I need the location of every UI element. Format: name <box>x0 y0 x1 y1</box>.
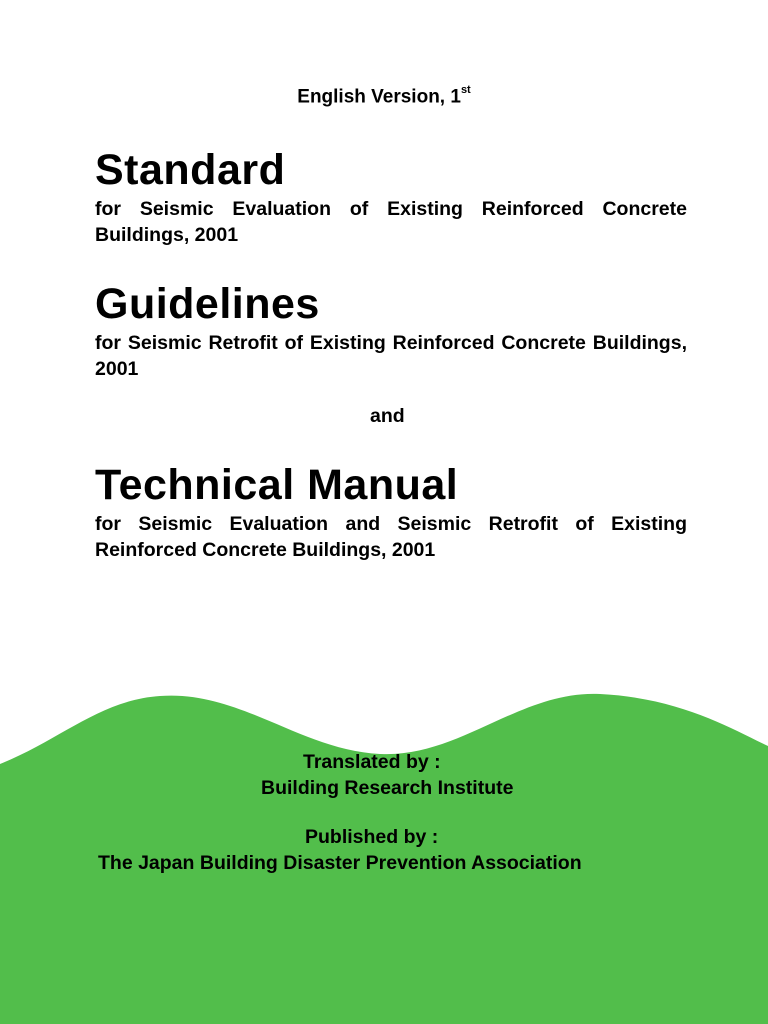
translator-name: Building Research Institute <box>261 777 514 799</box>
conjunction-text: and <box>370 405 405 427</box>
edition-text: English Version, 1 <box>297 86 461 108</box>
standard-section <box>95 146 687 248</box>
edition-line <box>0 86 768 108</box>
guidelines-section <box>95 280 687 382</box>
manual-subtitle: for Seismic Evaluation and Seismic Retrofit of Existing Reinforced Concrete Buildings, 2001 <box>95 513 687 561</box>
manual-section <box>95 461 687 563</box>
published-by-label: Published by : <box>305 826 439 848</box>
translated-by-label: Translated by : <box>303 751 441 773</box>
standard-subtitle: for Seismic Evaluation of Existing Reinforced Concrete Buildings, 2001 <box>95 198 687 246</box>
standard-heading: Standard <box>95 146 286 194</box>
edition-superscript: st <box>460 84 471 96</box>
manual-heading: Technical Manual <box>95 461 459 509</box>
guidelines-heading: Guidelines <box>95 280 320 328</box>
guidelines-subtitle: for Seismic Retrofit of Existing Reinforced Concrete Buildings, 2001 <box>95 332 687 380</box>
publisher-name: The Japan Building Disaster Prevention Association <box>98 852 582 874</box>
